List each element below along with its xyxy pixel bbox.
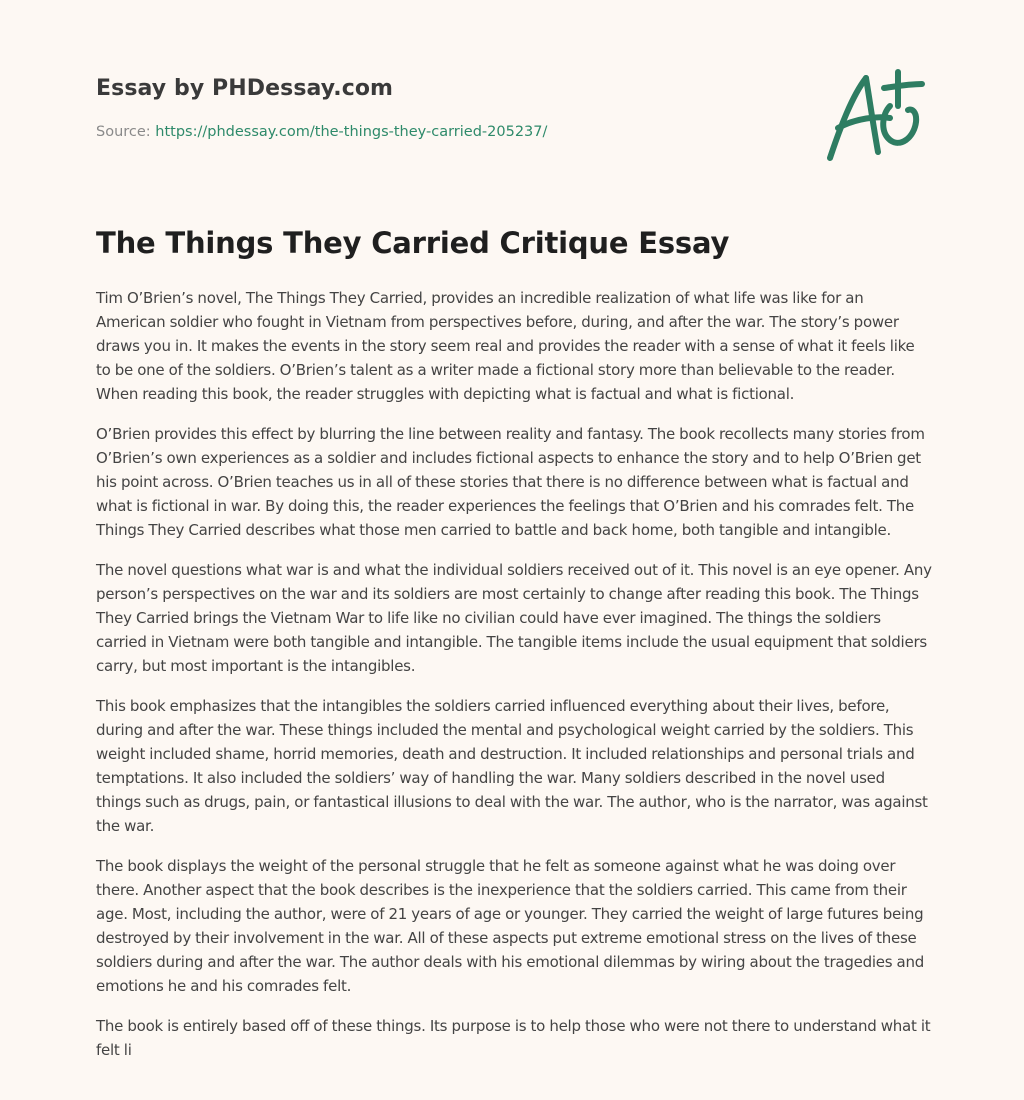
source-link[interactable]: https://phdessay.com/the-things-they-carried-205237/ bbox=[155, 124, 548, 140]
essay-paragraph: The book is entirely based off of these things. Its purpose is to help those who were not there to understand what it felt li bbox=[96, 1017, 931, 1059]
essay-paragraph: This book emphasizes that the intangibles the soldiers carried influenced everything about their lives, before, during and after the war. These things included the mental and psychological weight carried by the soldiers. This weight included shame, horrid memories, death and destruction. It included relationships and personal trials and temptations. It also included the soldiers’ way of handling the war. Many soldiers described in the novel used things such as drugs, pain, or fantastical illusions to deal with the war. The author, who is the narrator, was against the war. bbox=[96, 697, 928, 835]
source-label: Source: bbox=[96, 124, 151, 140]
site-brand: Essay by PHDessay.com bbox=[96, 76, 394, 101]
essay-paragraph: The book displays the weight of the personal struggle that he felt as someone against what he was doing over there. Another aspect that the book describes is the inexperience that the soldiers carried. This came from their age. Most, including the author, were of 21 years of age or younger. They carried the weight of large futures being destroyed by their involvement in the war. All of these aspects put extreme emotional stress on the lives of these soldiers during and after the war. The author deals with his emotional dilemmas by wiring about the tragedies and emotions he and his comrades felt. bbox=[96, 857, 924, 995]
essay-paragraph: O’Brien provides this effect by blurring the line between reality and fantasy. The book recollects many stories from O’Brien’s own experiences as a soldier and includes fictional aspects to enhance the story and to help O’Brien get his point across. O’Brien teaches us in all of these stories that there is no difference between what is factual and what is fictional in war. By doing this, the reader experiences the feelings that O’Brien and his comrades felt. The Things They Carried describes what those men carried to battle and back home, both tangible and intangible. bbox=[96, 425, 925, 539]
essay-paragraph: Tim O’Brien’s novel, The Things They Carried, provides an incredible realization of what life was like for an American soldier who fought in Vietnam from perspectives before, during, and after the war. The story’s power draws you in. It makes the events in the story seem real and provides the reader with a sense of what it feels like to be one of the soldiers. O’Brien’s talent as a writer made a fictional story more than believable to the reader. When reading this book, the reader struggles with depicting what is factual and what is fictional. bbox=[96, 289, 915, 403]
essay-paragraph: The novel questions what war is and what the individual soldiers received out of it. This novel is an eye opener. Any person’s perspectives on the war and its soldiers are most certainly to change after reading this book. The Things They Carried brings the Vietnam War to life like no civilian could have ever imagined. The things the soldiers carried in Vietnam were both tangible and intangible. The tangible items include the usual equipment that soldiers carry, but most important is the intangibles. bbox=[96, 561, 932, 675]
essay-body bbox=[96, 286, 932, 1078]
a-plus-icon bbox=[818, 66, 928, 166]
source-line bbox=[96, 124, 547, 140]
essay-title: The Things They Carried Critique Essay bbox=[96, 226, 730, 260]
